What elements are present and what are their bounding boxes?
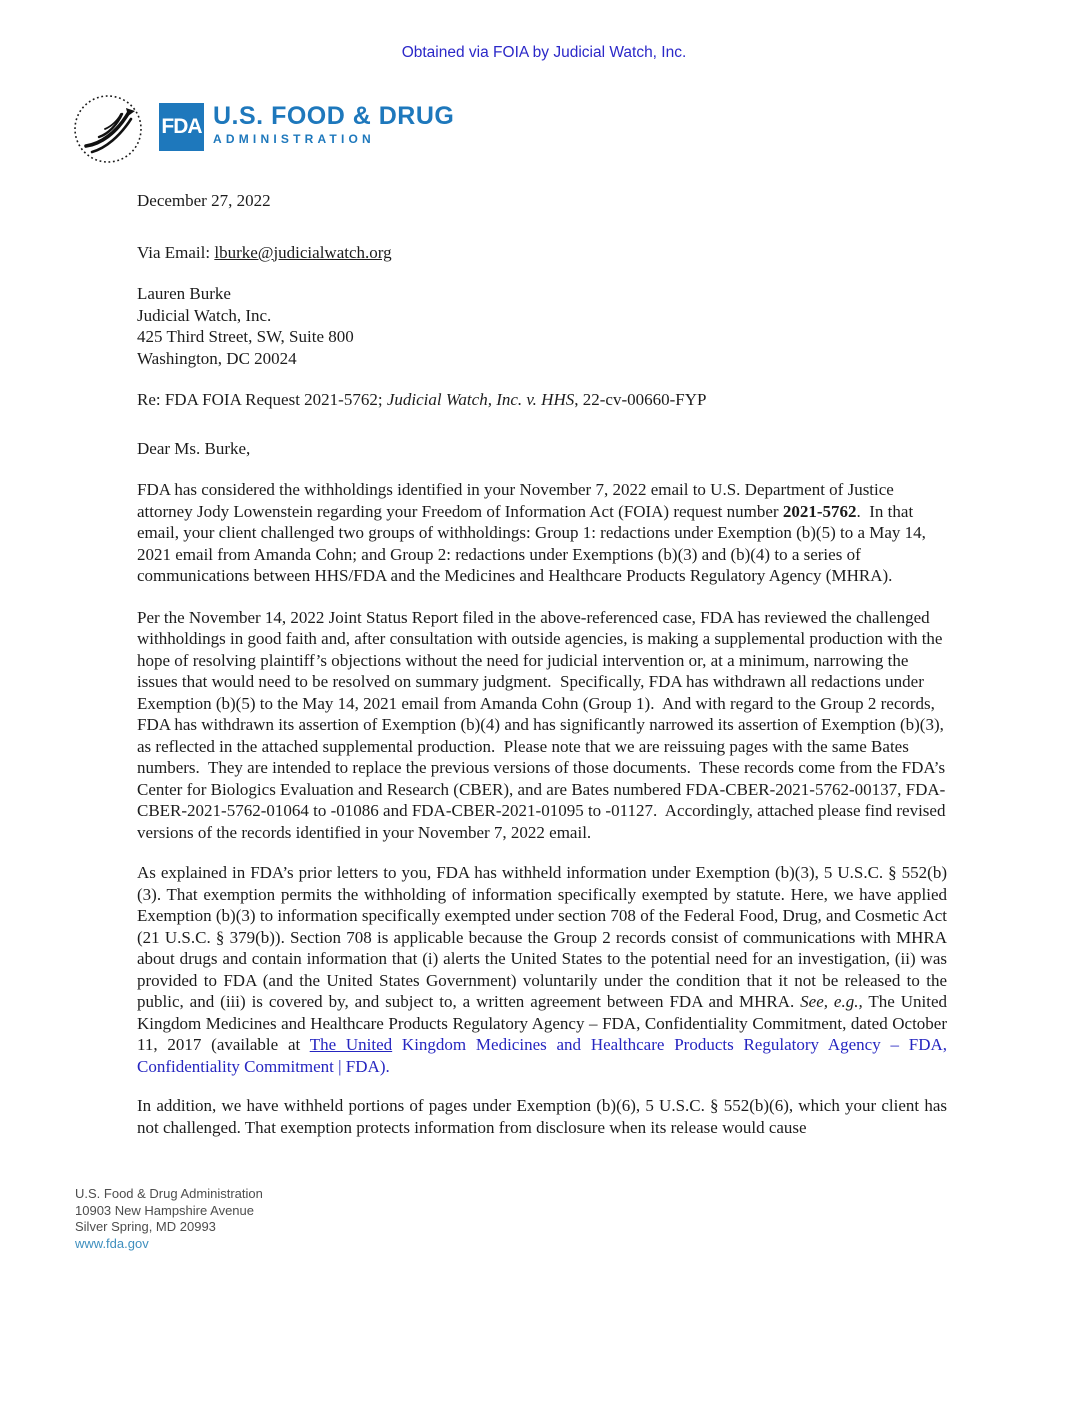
re-case-name: Judicial Watch, Inc. v. HHS — [386, 390, 575, 409]
fda-logo — [159, 103, 454, 151]
paragraph-1-text-pre: FDA has considered the withholdings identified in your November 7, 2022 email to U.S. Department of Justice attorney Jody Lowenstein regarding your Freedom of Information Act (FOIA) request number — [137, 480, 899, 521]
re-prefix: Re: FDA FOIA Request 2021-5762; — [137, 390, 387, 409]
paragraph-1 — [137, 479, 947, 587]
re-line — [137, 389, 947, 411]
recipient-email-link[interactable]: lburke@judicialwatch.org — [214, 242, 392, 262]
recipient-name: Lauren Burke — [137, 284, 231, 303]
hhs-seal-icon — [72, 90, 144, 168]
via-email-label: Via Email: — [137, 242, 215, 262]
fda-logo-square: FDA — [159, 103, 204, 151]
fda-logo-wordmark — [213, 103, 454, 146]
mhra-confidentiality-link-continued[interactable]: Kingdom Medicines and Healthcare Products Regulatory Agency – FDA, Confidentiality Commitment | FDA). — [137, 1035, 948, 1076]
fda-wordmark-line2: ADMINISTRATION — [213, 132, 375, 146]
recipient-street: 425 Third Street, SW, Suite 800 — [137, 327, 354, 346]
footer-street: 10903 New Hampshire Avenue — [75, 1202, 254, 1218]
recipient-organization: Judicial Watch, Inc. — [137, 305, 272, 325]
letter-date: December 27, 2022 — [137, 191, 271, 210]
footer-city: Silver Spring, MD 20993 — [75, 1219, 216, 1234]
mhra-confidentiality-link[interactable]: The United — [309, 1035, 393, 1054]
request-number-bold: 2021-5762 — [782, 501, 857, 521]
paragraph-2: Per the November 14, 2022 Joint Status Report filed in the above-referenced case, FDA has reviewed the challenged withholdings in good faith and, after consultation with outside agencies, is making a supplemental production with the hope of resolving plaintiff’s objections without the need for judicial intervention or, at a minimum, narrowing the issues that would need to be resolved on summary judgment. Specifically, FDA has withdrawn all redactions under Exemption (b)(5) to the May 14, 2021 email from Amanda Cohn (Group 1). And with regard to the Group 2 records, FDA has withdrawn its assertion of Exemption (b)(4) and has significantly narrowed its assertion of Exemption (b)(3), as reflected in the attached supplemental production. Please note that we are reissuing pages with the same Bates numbers. They are intended to replace the previous versions of those documents. These records come from the FDA’s Center for Biologics Evaluation and Research (CBER), and are Bates numbered FDA-CBER-2021-5762-00137, FDA-CBER-2021-5762-01064 to -01086 and FDA-CBER-2021-01095 to -01127. Accordingly, attached please find revised versions of the records identified in your November 7, 2022 email. — [137, 607, 950, 842]
letter-body — [137, 190, 950, 1158]
footer-agency-name: U.S. Food & Drug Administration — [75, 1186, 263, 1201]
salutation: Dear Ms. Burke, — [137, 438, 251, 458]
page-footer — [75, 1186, 263, 1252]
agency-logo-lockup — [72, 90, 454, 168]
paragraph-3-text-mid: The United Kingdom Medicines and Healthcare Products Regulatory Agency – FDA, Confidentiality Commitment, dated October 11, 2017 (available at — [137, 992, 947, 1054]
paragraph-1-text-post: . In that email, your client challenged two groups of withholdings: Group 1: redactions under Exemption (b)(5) to a May 14, 2021 email from Amanda Cohn; and Group 2: redactions under Exemptions (b)(3) and (b)(4) to a series of communications between HHS/FDA and the Medicines and Healthcare Products Regulatory Agency (MHRA). — [137, 501, 931, 585]
paragraph-3-text-pre: As explained in FDA’s prior letters to you, FDA has withheld information under Exemption (b)(3), 5 U.S.C. § 552(b)(3). That exemption permits the withholding of information specifically exempted by statute. Here, we have applied Exemption (b)(3) to information specifically exempted under section 708 of the Federal Food, Drug, and Cosmetic Act (21 U.S.C. § 379(b)). Section 708 is applicable because the Group 2 records consist of communications with MHRA about drugs and contain information that (i) alerts the United States to the potential need for an investigation, (ii) was provided to FDA (and the United States Government) voluntarily under the condition that it not be released to the public, and (iii) is covered by, and subject to, a written agreement between FDA and MHRA. — [137, 863, 947, 1011]
paragraph-3 — [137, 862, 947, 1077]
foia-watermark: Obtained via FOIA by Judicial Watch, Inc. — [401, 44, 687, 61]
paragraph-4: In addition, we have withheld portions of pages under Exemption (b)(6), 5 U.S.C. § 552(b)(6), which your client has not challenged. That exemption protects information from disclosure when its release would cause — [137, 1096, 947, 1137]
recipient-address-block — [137, 283, 947, 369]
fda-website-link[interactable]: www.fda.gov — [75, 1235, 149, 1251]
via-email-line — [137, 242, 947, 264]
see-eg-italic: See, e.g., — [800, 992, 863, 1011]
recipient-city: Washington, DC 20024 — [137, 348, 297, 368]
re-suffix: , 22-cv-00660-FYP — [574, 390, 707, 409]
fda-wordmark-line1: U.S. FOOD & DRUG — [213, 102, 455, 130]
